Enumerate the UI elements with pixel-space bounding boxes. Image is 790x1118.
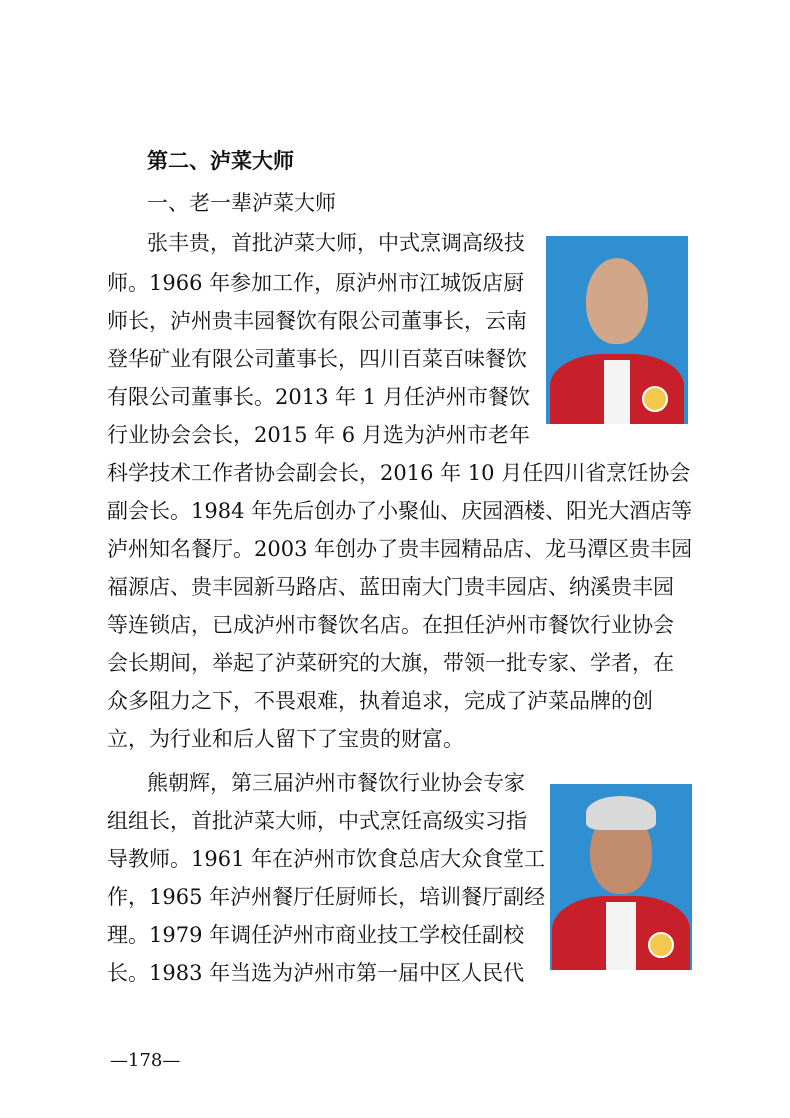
- text-line: 理。1979 年调任泸州市商业技工学校任副校: [107, 923, 525, 947]
- shirt-shape: [604, 360, 630, 424]
- text-line: 组组长，首批泸菜大师，中式烹饪高级实习指: [107, 809, 527, 833]
- text-line: 有限公司董事长。2013 年 1 月任泸州市餐饮: [107, 385, 530, 409]
- section-title: 第二、泸菜大师: [147, 149, 294, 173]
- text-line: 会长期间，举起了泸菜研究的大旗，带领一批专家、学者，在: [107, 651, 674, 675]
- text-line: 立，为行业和后人留下了宝贵的财富。: [107, 727, 464, 751]
- text-line: 副会长。1984 年先后创办了小聚仙、庆园酒楼、阳光大酒店等: [107, 499, 693, 523]
- portrait-photo-xiong: [550, 784, 692, 970]
- text-line: 行业协会会长，2015 年 6 月选为泸州市老年: [107, 423, 530, 447]
- text-line: 导教师。1961 年在泸州市饮食总店大众食堂工: [107, 847, 546, 871]
- text-line: 登华矿业有限公司董事长，四川百菜百味餐饮: [107, 347, 527, 371]
- text-line: 泸州知名餐厅。2003 年创办了贵丰园精品店、龙马潭区贵丰园: [107, 537, 693, 561]
- text-line: 张丰贵，首批泸菜大师，中式烹调高级技: [147, 231, 525, 255]
- hair-shape: [586, 796, 656, 830]
- text-line: 熊朝辉，第三届泸州市餐饮行业协会专家: [147, 771, 525, 795]
- shirt-shape: [606, 902, 636, 970]
- subsection-title: 一、老一辈泸菜大师: [147, 191, 336, 215]
- text-line: 众多阻力之下，不畏艰难，执着追求，完成了泸菜品牌的创: [107, 689, 653, 713]
- badge-icon: [642, 386, 668, 412]
- text-line: 师长，泸州贵丰园餐饮有限公司董事长，云南: [107, 309, 527, 333]
- text-line: 等连锁店，已成泸州市餐饮名店。在担任泸州市餐饮行业协会: [107, 613, 674, 637]
- text-line: 师。1966 年参加工作，原泸州市江城饭店厨: [107, 271, 525, 295]
- text-line: 作，1965 年泸州餐厅任厨师长，培训餐厅副经: [107, 885, 546, 909]
- badge-icon: [648, 932, 674, 958]
- text-line: 科学技术工作者协会副会长，2016 年 10 月任四川省烹饪协会: [107, 461, 691, 485]
- page-number: —178—: [110, 1050, 181, 1071]
- portrait-photo-zhang: [546, 236, 688, 424]
- head-shape: [586, 258, 648, 344]
- text-line: 福源店、贵丰园新马路店、蓝田南大门贵丰园店、纳溪贵丰园: [107, 575, 674, 599]
- text-line: 长。1983 年当选为泸州市第一届中区人民代: [107, 961, 525, 985]
